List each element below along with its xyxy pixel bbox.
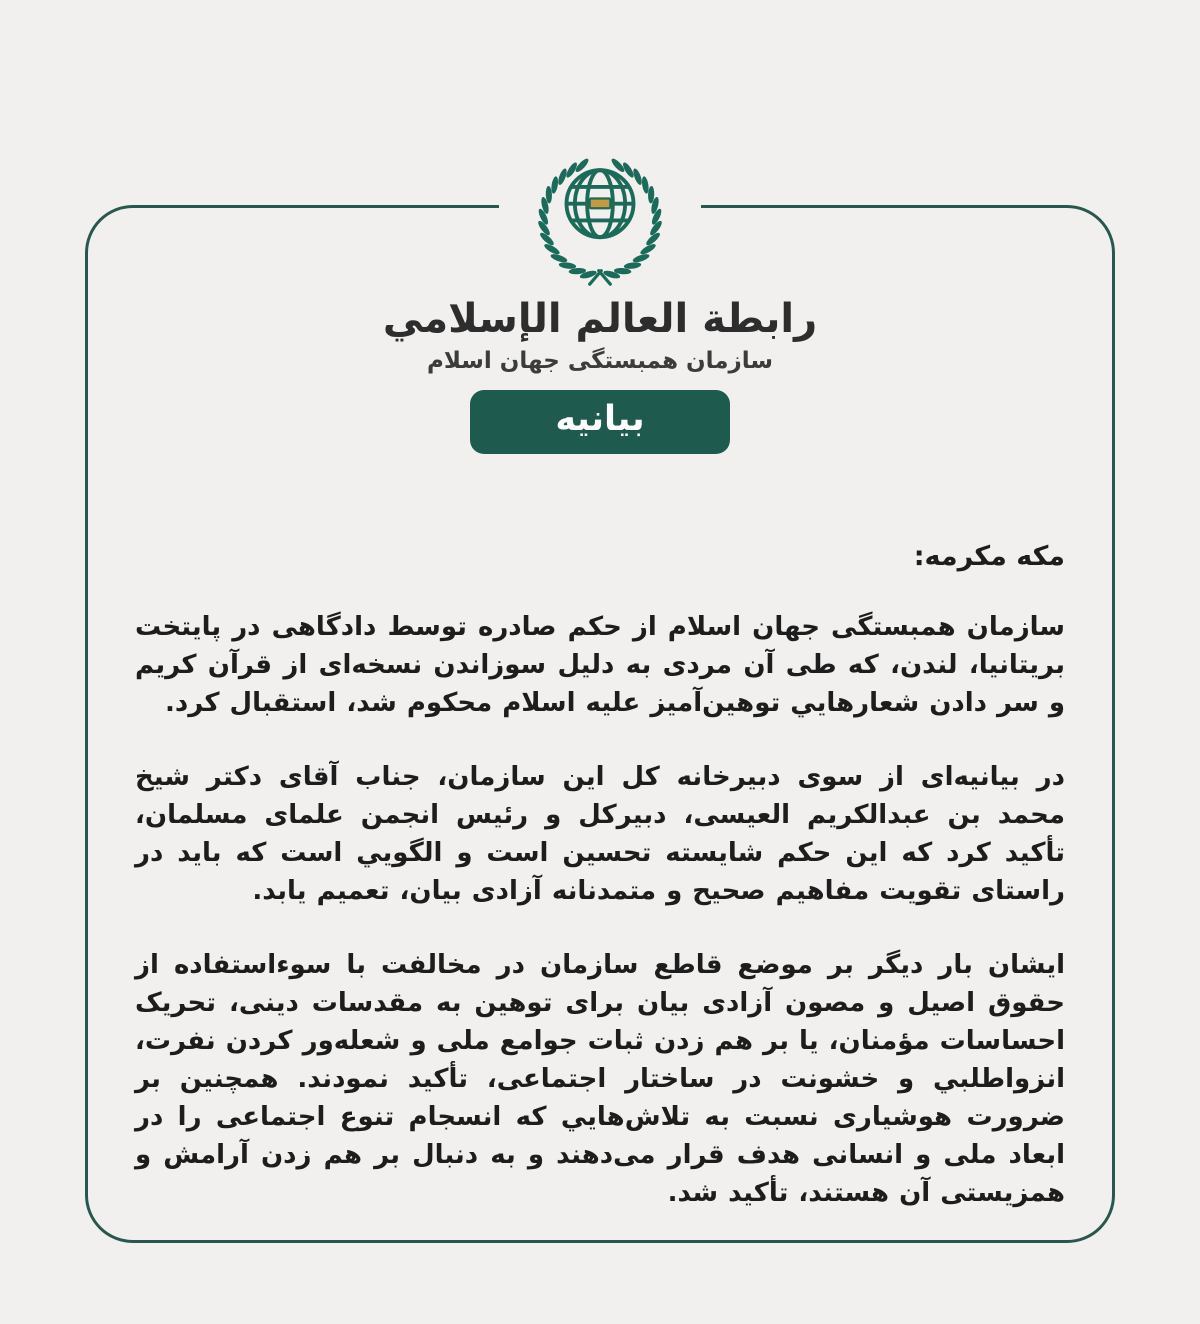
statement-banner xyxy=(470,390,730,454)
statement-paragraph: ایشان بار دیگر بر موضع قاطع سازمان در مخالفت با سوءاستفاده از حقوق اصیل و مصون آزادی بیان برای توهین به مقدسات دینی، تحریک احساسات مؤمنان، یا بر هم زدن ثبات جوامع ملی و شعله‌ور کردن نفرت، انزواطلبي و خشونت در ساختار اجتماعی، تأکید نمودند. همچنین بر ضرورت هوشیاری نسبت به تلاش‌هایي که انسجام تنوع اجتماعی را در ابعاد ملی و انسانی هدف قرار می‌دهند و به دنبال بر هم زدن آرامش و همزیستی آن هستند، تأکید شد. xyxy=(135,950,1065,1208)
dateline: مکه مکرمه: xyxy=(913,541,1065,572)
laurel-wreath-globe-icon xyxy=(529,147,671,290)
organization-name-subtitle: سازمان همبستگی جهان اسلام xyxy=(426,348,774,374)
statement-banner-label: بیانیه xyxy=(555,398,645,439)
header xyxy=(0,147,1200,454)
statement-body xyxy=(135,541,1065,1212)
statement-paragraph: سازمان همبستگی جهان اسلام از حکم صادره توسط دادگاهی در پایتخت بریتانیا، لندن، که طی آن مردی به دلیل سوزاندن نسخه‌ای از قرآن کریم و سر دادن شعارهایي توهین‌آمیز علیه اسلام محکوم شد، استقبال کرد. xyxy=(135,612,1065,718)
arabic-calligraphy-title: رابطة العالم الإسلامي xyxy=(382,296,818,342)
statement-paragraph: در بیانیه‌ای از سوی دبیرخانه کل این سازمان، جناب آقای دکتر شیخ محمد بن عبدالکریم العیسی، دبیرکل و رئیس انجمن علمای مسلمان، تأکید کرد که این حکم شایسته تحسین است و الگویي است که باید در راستای تقویت مفاهیم صحیح و متمدنانه آزادی بیان، تعمیم یابد. xyxy=(135,762,1065,906)
emblem xyxy=(499,147,701,292)
